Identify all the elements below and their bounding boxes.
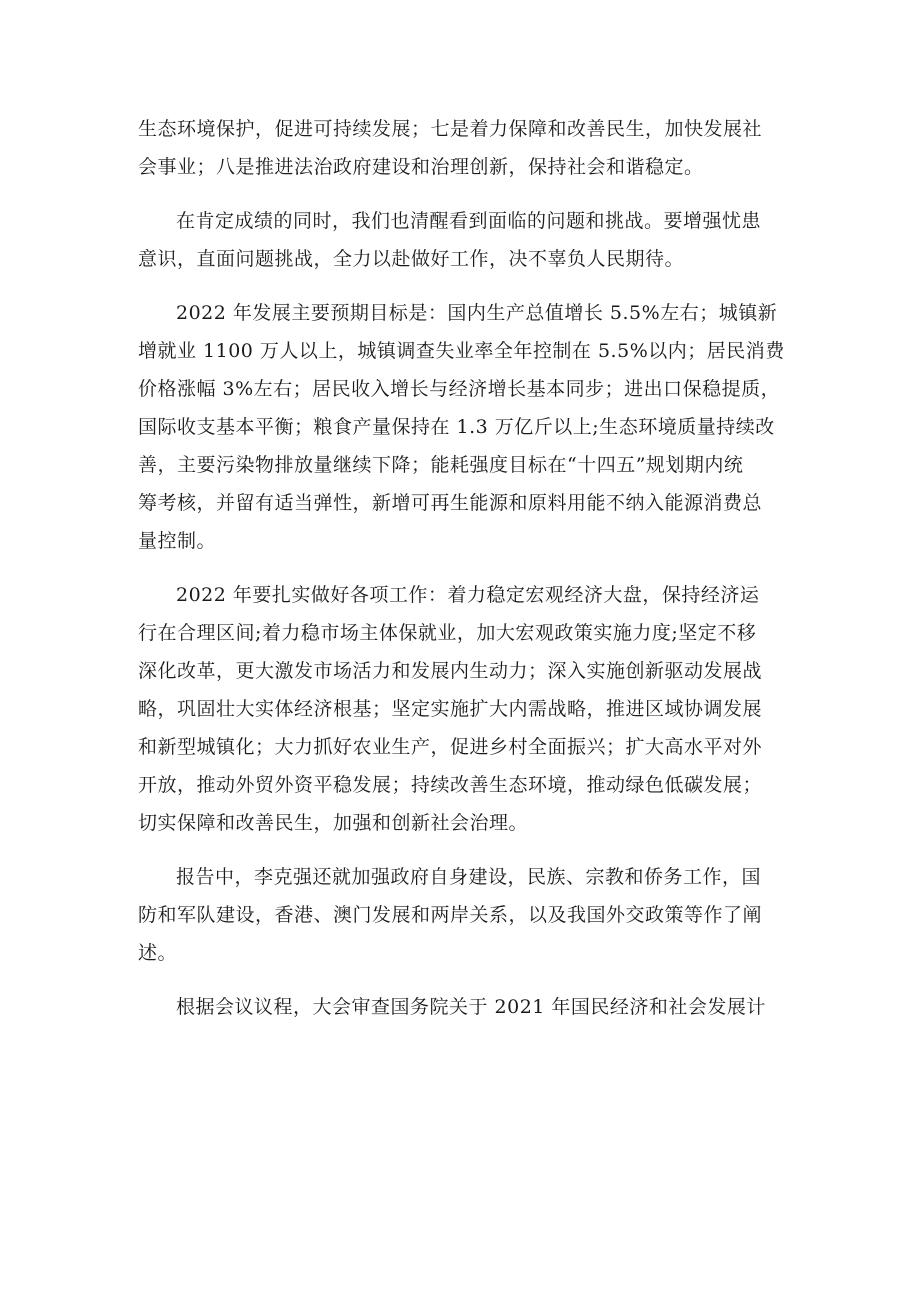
text-line: 行在合理区间;着力稳市场主体保就业，加大宏观政策实施力度;坚定不移 — [138, 622, 757, 644]
paragraph-2 — [138, 202, 794, 278]
paragraph-5 — [138, 858, 794, 972]
text-line: 价格涨幅 3%左右；居民收入增长与经济增长基本同步；进出口保稳提质， — [138, 378, 781, 400]
document-body — [138, 110, 794, 1042]
text-line: 生态环境保护，促进可持续发展；七是着力保障和改善民生，加快发展社 — [138, 118, 763, 140]
paragraph-6 — [138, 988, 794, 1026]
text-line: 2022 年要扎实做好各项工作：着力稳定宏观经济大盘，保持经济运 — [176, 584, 760, 606]
paragraph-1 — [138, 110, 794, 186]
text-line: 报告中，李克强还就加强政府自身建设，民族、宗教和侨务工作，国 — [176, 866, 762, 888]
paragraph-3 — [138, 294, 794, 560]
text-line: 筹考核，并留有适当弹性，新增可再生能源和原料用能不纳入能源消费总 — [138, 492, 763, 514]
text-line: 会事业；八是推进法治政府建设和治理创新，保持社会和谐稳定。 — [138, 156, 704, 178]
text-line: 2022 年发展主要预期目标是：国内生产总值增长 5.5%左右；城镇新 — [176, 302, 778, 324]
text-line: 切实保障和改善民生，加强和创新社会治理。 — [138, 812, 529, 834]
text-line: 述。 — [138, 942, 178, 964]
text-line: 和新型城镇化；大力抓好农业生产，促进乡村全面振兴；扩大高水平对外 — [138, 736, 763, 758]
text-line: 防和军队建设，香港、澳门发展和两岸关系，以及我国外交政策等作了阐 — [138, 904, 763, 926]
text-line: 善，主要污染物排放量继续下降；能耗强度目标在“十四五”规划期内统 — [138, 454, 744, 476]
text-line: 国际收支基本平衡；粮食产量保持在 1.3 万亿斤以上;生态环境质量持续改 — [138, 416, 775, 438]
paragraph-4 — [138, 576, 794, 842]
text-line: 在肯定成绩的同时，我们也清醒看到面临的问题和挑战。要增强忧患 — [176, 210, 762, 232]
text-line: 意识，直面问题挑战，全力以赴做好工作，决不辜负人民期待。 — [138, 248, 685, 270]
text-line: 量控制。 — [138, 530, 217, 552]
text-line: 根据会议议程，大会审查国务院关于 2021 年国民经济和社会发展计 — [176, 996, 766, 1018]
text-line: 开放，推动外贸外资平稳发展；持续改善生态环境，推动绿色低碳发展； — [138, 774, 763, 796]
text-line: 增就业 1100 万人以上，城镇调查失业率全年控制在 5.5%以内；居民消费 — [138, 340, 785, 362]
text-line: 深化改革，更大激发市场活力和发展内生动力；深入实施创新驱动发展战 — [138, 660, 763, 682]
text-line: 略，巩固壮大实体经济根基；坚定实施扩大内需战略，推进区域协调发展 — [138, 698, 763, 720]
